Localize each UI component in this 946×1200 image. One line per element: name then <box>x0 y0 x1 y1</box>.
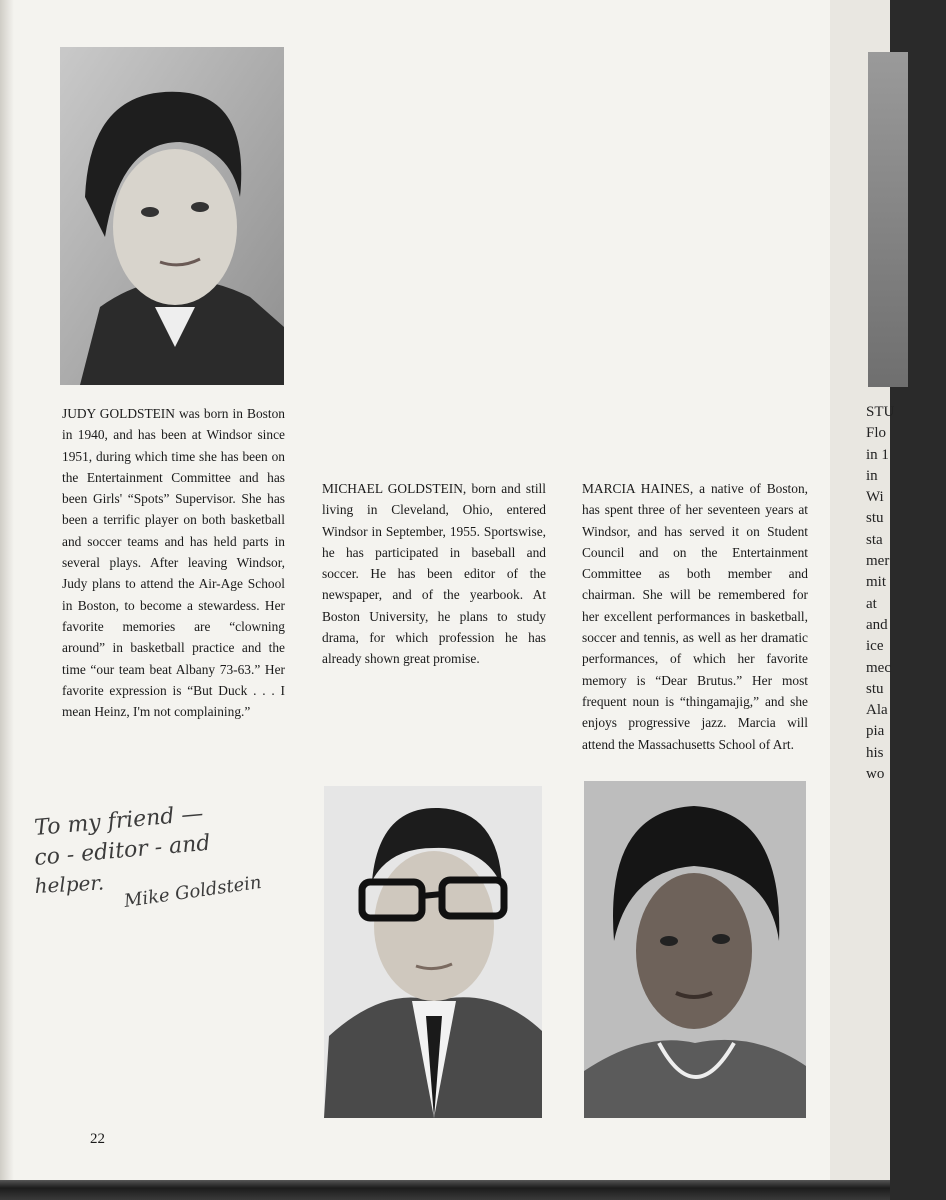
portrait-michael-goldstein <box>324 786 542 1118</box>
facing-page-edge <box>830 0 895 1185</box>
facing-page-fragment: stu <box>866 680 884 697</box>
inscription-line-3: helper. <box>34 870 105 898</box>
facing-page-fragment: stu <box>866 510 884 527</box>
facing-page-fragment: in <box>866 467 878 484</box>
facing-page-fragment: wo <box>866 766 885 783</box>
gutter-shadow <box>0 0 14 1185</box>
bio-judy-goldstein: JUDY GOLDSTEIN was born in Boston in 1940, and has been at Windsor since 1951, during which time she has been on the Entertainment Committee and has been Girls' “Spots” Supervisor. She has been a terrific player on both basketball and soccer teams and has held parts in several plays. After leaving Windsor, Judy plans to attend the Air-Age School in Boston, to become a stewardess. Her favorite memories are “clowning around” in basketball practice and the time “our team beat Albany 73-63.” Her favorite expression is “But Duck . . . I mean Heinz, I'm not complaining.” <box>62 406 285 720</box>
facing-page-fragment: sta <box>866 531 883 548</box>
facing-page-fragment: in 1 <box>866 446 889 463</box>
inscription-signature: Mike Goldstein <box>122 871 263 912</box>
facing-page-fragment: Wi <box>866 489 884 506</box>
facing-page-photo-edge <box>868 52 908 387</box>
portrait-marcia-haines <box>584 781 806 1118</box>
book-bottom-edge <box>0 1180 890 1200</box>
facing-page-fragment: STU <box>866 404 895 420</box>
page-number: 22 <box>90 1131 105 1147</box>
inscription-line-1: To my friend — <box>33 801 205 841</box>
handwritten-inscription <box>30 795 320 915</box>
facing-page-fragment: and <box>866 616 888 633</box>
facing-page-fragment: mec <box>866 659 891 676</box>
bio-marcia-haines: MARCIA HAINES, a native of Boston, has spent three of her seventeen years at Windsor, and has served it on Student Council and on the Entertainment Committee as both member and chairman. She will be remembered for her excellent performances in basketball, soccer and tennis, as well as her dramatic performances, of which her favorite memory is “Dear Brutus.” Her most frequent noun is “thingamajig,” and she enjoys progressive jazz. Marcia will attend the Massachusetts School of Art. <box>582 481 808 752</box>
facing-page-fragment: mit <box>866 574 887 591</box>
inscription-line-2: co - editor - and <box>33 830 212 871</box>
facing-page-fragment: his <box>866 744 884 761</box>
facing-page-fragment: pia <box>866 723 885 740</box>
facing-page-fragment: mer <box>866 553 890 570</box>
portrait-judy-goldstein <box>60 47 284 385</box>
facing-page-text-fragments <box>866 402 946 785</box>
bio-michael-goldstein: MICHAEL GOLDSTEIN, born and still living in Cleveland, Ohio, entered Windsor in September, 1955. Sportswise, he has participated in baseball and soccer. He has been editor of the newspaper, and of the yearbook. At Boston University, he plans to study drama, for which profession he has already shown great promise. <box>322 481 546 667</box>
facing-page-fragment: Ala <box>866 702 888 719</box>
facing-page-fragment: Flo <box>866 425 887 442</box>
facing-page-fragment: ice <box>866 638 884 655</box>
facing-page-fragment: at <box>866 595 877 612</box>
